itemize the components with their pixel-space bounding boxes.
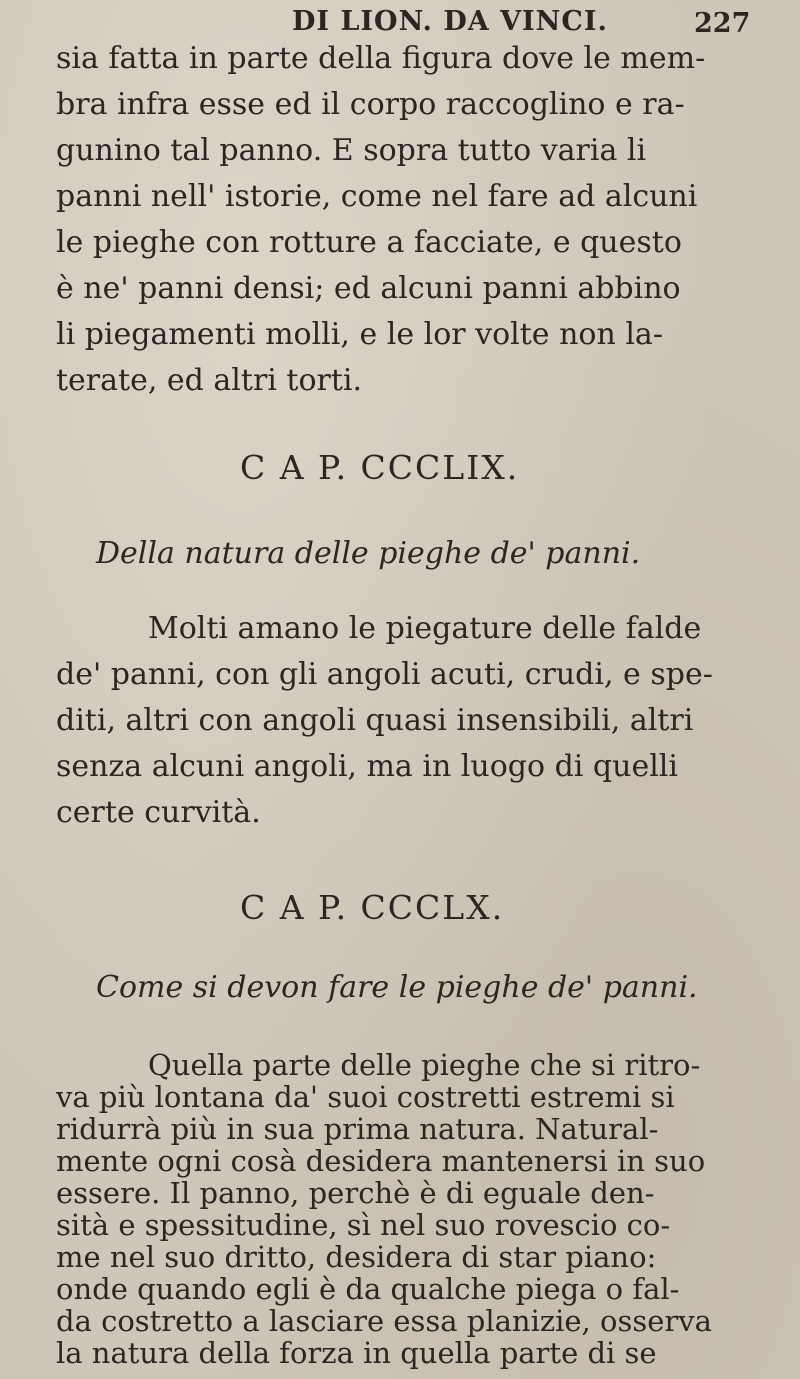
text-line: terate, ed altri torti.: [56, 363, 363, 398]
text-line: è ne' panni densi; ed alcuni panni abbino: [56, 271, 681, 306]
text-line: panni nell' istorie, come nel fare ad alcuni: [56, 179, 698, 214]
text-line: la natura della forza in quella parte di se: [56, 1336, 657, 1370]
running-head: DI LION. DA VINCI.: [292, 6, 608, 37]
text-line: sia fatta in parte della figura dove le mem-: [56, 41, 706, 76]
text-line: li piegamenti molli, e le lor volte non la-: [56, 317, 663, 352]
text-line: me nel suo dritto, desidera di star piano:: [56, 1240, 657, 1274]
text-line: le pieghe con rotture a facciate, e questo: [56, 225, 682, 260]
text-line: senza alcuni angoli, ma in luogo di quelli: [56, 749, 678, 784]
text-line: sità e spessitudine, sì nel suo rovescio co-: [56, 1208, 671, 1242]
text-line: mente ogni cosà desidera mantenersi in suo: [56, 1144, 706, 1178]
text-line: diti, altri con angoli quasi insensibili, altri: [56, 703, 694, 738]
text-line: onde quando egli è da qualche piega o fal-: [56, 1272, 680, 1306]
text-line: da costretto a lasciare essa planizie, osserva: [56, 1304, 712, 1338]
text-line: gunino tal panno. E sopra tutto varia li: [56, 133, 647, 168]
chapter-heading: C A P. CCCLIX.: [240, 448, 520, 487]
text-line: Quella parte delle pieghe che si ritro-: [148, 1048, 701, 1082]
page-number: 227: [694, 8, 751, 39]
text-line: de' panni, con gli angoli acuti, crudi, e spe-: [56, 657, 713, 692]
text-line: ridurrà più in sua prima natura. Natural-: [56, 1112, 659, 1146]
chapter-subtitle: Della natura delle pieghe de' panni.: [96, 536, 641, 571]
text-line: Molti amano le piegature delle falde: [148, 611, 702, 646]
text-line: va più lontana da' suoi costretti estremi si: [56, 1080, 675, 1114]
text-line: certe curvità.: [56, 795, 261, 830]
text-line: bra infra esse ed il corpo raccoglino e ra-: [56, 87, 685, 122]
chapter-subtitle: Come si devon fare le pieghe de' panni.: [96, 970, 698, 1005]
text-line: essere. Il panno, perchè è di eguale den-: [56, 1176, 655, 1210]
chapter-heading: C A P. CCCLX.: [240, 888, 505, 927]
